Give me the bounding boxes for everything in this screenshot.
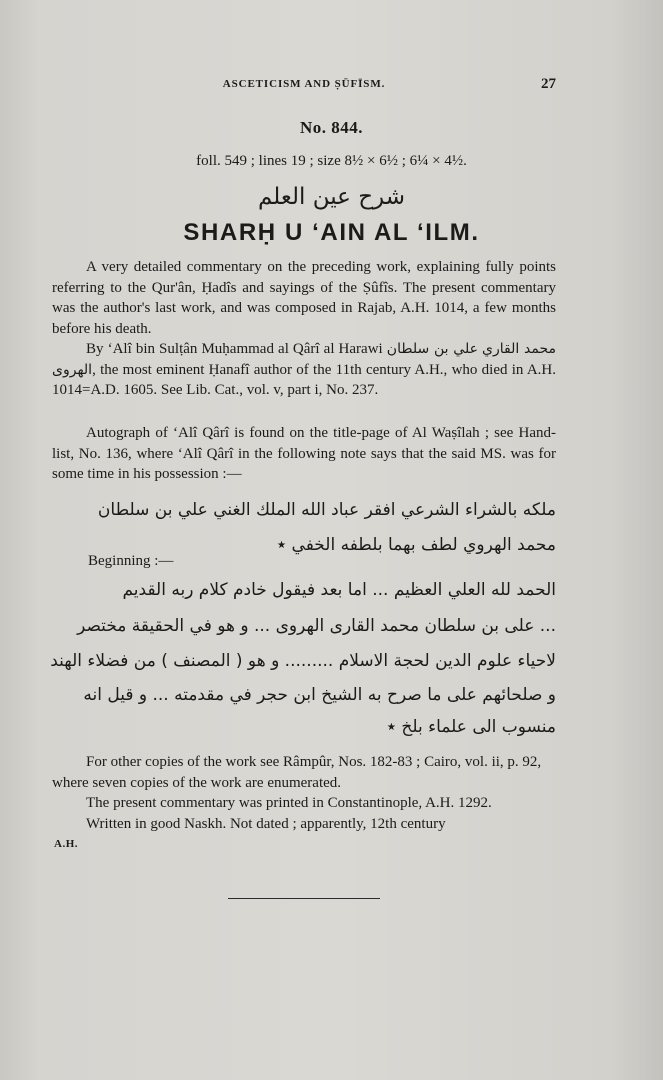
work-title: SHARḤ U ‘AIN AL ‘ILM. xyxy=(183,219,480,246)
author-arabic-2: محمد القاري الهروى xyxy=(52,341,557,378)
beginning-arabic-line: لاحياء علوم الدين لحجة الاسلام ......... و هو ( المصنف ) من فضلاء الهند xyxy=(50,651,556,671)
beginning-label: Beginning :— xyxy=(88,553,174,569)
page-header xyxy=(52,78,556,98)
beginning-arabic-line: و صلحائهم على ما صرح به الشيخ ابن حجر في مقدمته ... و قيل انه xyxy=(83,685,556,705)
beginning-arabic-line: الحمد لله العلي العظيم ... اما بعد فيقول خادم كلام ربه القديم xyxy=(122,580,556,600)
arabic-title: شرح عين العلم xyxy=(257,184,406,210)
closing-line-1: For other copies of the work see Râmpûr, Nos. 182-83 ; Cairo, vol. ii, p. 92, where seven copies of the work are enumerated. xyxy=(52,754,542,791)
end-rule xyxy=(228,898,380,899)
autograph-paragraph xyxy=(52,423,556,485)
closing-line-2: The present commentary was printed in Constantinople, A.H. 1292. xyxy=(86,795,492,812)
page-number: 27 xyxy=(541,76,556,92)
closing-notes xyxy=(52,752,556,834)
entry-number: No. 844. xyxy=(299,118,364,137)
closing-line-4: A.H. xyxy=(54,838,78,850)
paragraph-1: A very detailed commentary on the preceding work, explaining fully points referring to the Qur'ân, Ḥadîs and sayings of the Ṣûfîs. The present commentary was the author's last work, and was composed in Rajab, A.H. 1014, a few months before his death. xyxy=(52,259,556,337)
beginning-arabic-line: ... على بن سلطان محمد القارى الهروى ... و هو في الحقيقة مختصر xyxy=(77,616,556,636)
author-arabic-1: علي بن سلطان xyxy=(386,341,478,357)
note-arabic-line: محمد الهروي لطف بهما بلطفه الخفي ٭ xyxy=(276,535,556,555)
description-paragraph xyxy=(52,257,556,339)
author-details: , the most eminent Ḥanafî author of the 11th century A.H., who died in A.H. 1014=A.D. 1605. See Lib. Cat., vol. v, part i, No. 237. xyxy=(52,361,556,399)
paragraph-3: Autograph of ‘Alî Qârî is found on the title-page of Al Waṣîlah ; see Hand-list, No. 136, where ‘Alî Qârî in the following note says that the said MS. was for some time in his possession :— xyxy=(52,425,556,483)
author-name: By ‘Alî bin Sulṭân Muḥammad al Qârî al Harawi xyxy=(86,341,383,357)
paragraph-2 xyxy=(52,339,556,401)
closing-line-3: Written in good Naskh. Not dated ; apparently, 12th century xyxy=(86,815,446,832)
author-paragraph xyxy=(52,339,556,401)
running-head: ASCETICISM AND ṢŪFĪSM. xyxy=(222,78,386,90)
note-arabic-line: ملكه بالشراء الشرعي افقر عباد الله الملك الغني علي بن سلطان xyxy=(97,500,556,520)
manuscript-meta: foll. 549 ; lines 19 ; size 8½ × 6½ ; 6¼ × 4½. xyxy=(196,153,467,169)
beginning-arabic-line: منسوب الى علماء بلخ ٭ xyxy=(386,717,556,737)
